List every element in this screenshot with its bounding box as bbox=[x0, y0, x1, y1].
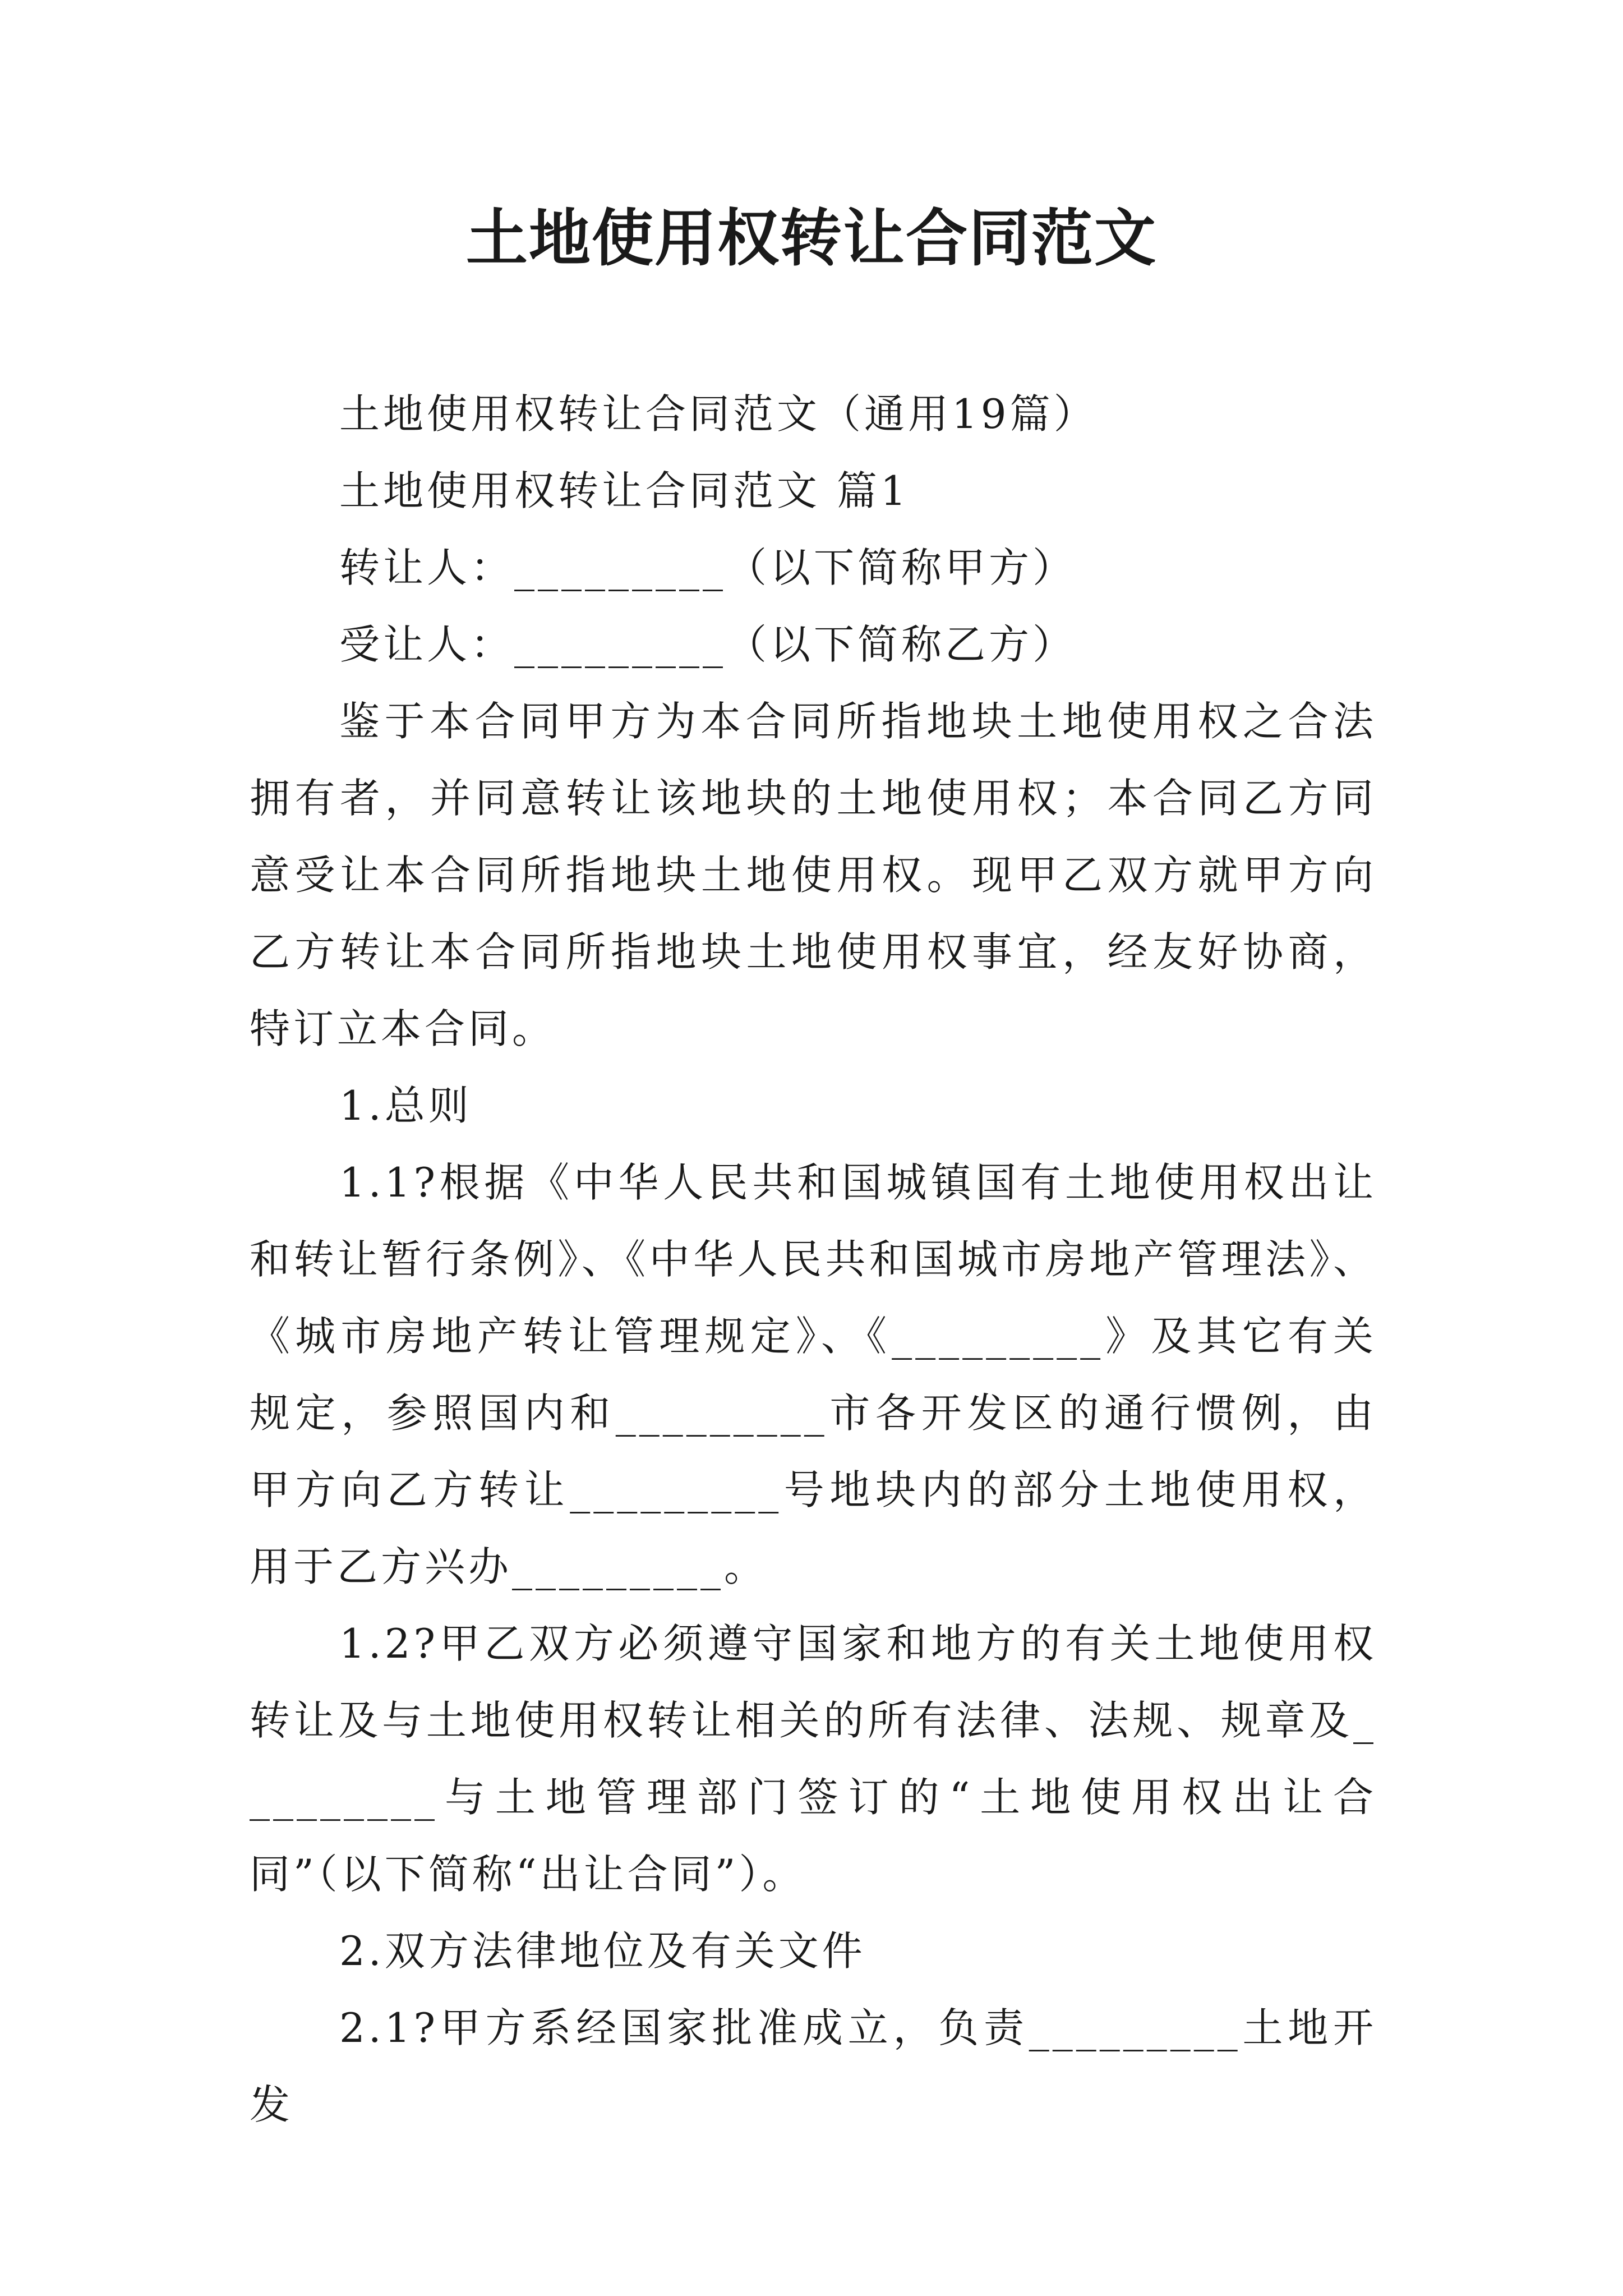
paragraph-clause-1-2: 1.2?甲乙双方必须遵守国家和地方的有关土地使用权转让及与土地使用权转让相关的所有法律、法规、规章及_________与土地管理部门签订的“土地使用权出让合同”（以下简称“出让合同”）。 bbox=[250, 1620, 1377, 1898]
paragraph-section-heading: 土地使用权转让合同范文 篇1 bbox=[339, 467, 910, 514]
paragraph-clause-1-1: 1.1?根据《中华人民共和国城镇国有土地使用权出让和转让暂行条例》、《中华人民共和国城市房地产管理法》、《城市房地产转让管理规定》、《_________》及其它有关规定，参照国内和_________市各开发区的通行惯例，由甲方向乙方转让_________号地块内的部分土地使用权，用于乙方兴办_________。 bbox=[250, 1159, 1377, 1590]
paragraph-heading-general: 1.总则 bbox=[339, 1082, 472, 1129]
document-title: 土地使用权转让合同范文 bbox=[466, 202, 1157, 274]
paragraph-preamble: 鉴于本合同甲方为本合同所指地块土地使用权之合法拥有者，并同意转让该地块的土地使用权；本合同乙方同意受让本合同所指地块土地使用权。现甲乙双方就甲方向乙方转让本合同所指地块土地使用权事宜，经友好协商，特订立本合同。 bbox=[250, 698, 1377, 1052]
paragraph-transferee: 受让人：_________（以下简称乙方） bbox=[339, 621, 1077, 668]
paragraph-clause-2-1: 2.1?甲方系经国家批准成立，负责_________土地开发 bbox=[250, 2004, 1377, 2128]
paragraph-heading-legal-status: 2.双方法律地位及有关文件 bbox=[339, 1927, 866, 1975]
document-body bbox=[250, 376, 1377, 2143]
paragraph-transferor: 转让人：_________（以下简称甲方） bbox=[339, 544, 1077, 591]
paragraph-subtitle: 土地使用权转让合同范文（通用19篇） bbox=[339, 390, 1098, 438]
